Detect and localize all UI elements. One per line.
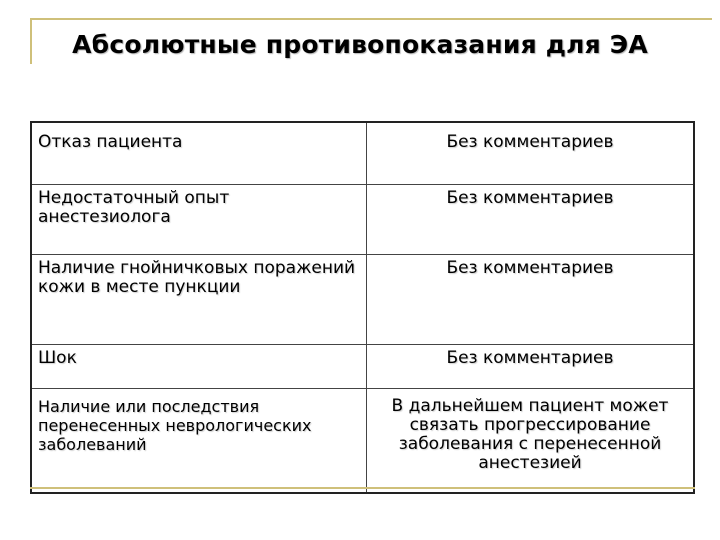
comment-cell: Без комментариев xyxy=(367,345,695,389)
comment-cell: В дальнейшем пациент может связать прогрессирование заболевания с перенесенной анестезией xyxy=(367,389,695,494)
condition-cell: Отказ пациента xyxy=(31,122,367,185)
comment-cell: Без комментариев xyxy=(367,122,695,185)
condition-cell: Наличие гнойничковых поражений кожи в месте пункции xyxy=(31,255,367,345)
slide-title: Абсолютные противопоказания для ЭА xyxy=(72,30,648,59)
condition-cell: Наличие или последствия перенесенных неврологических заболеваний xyxy=(31,389,367,494)
table-row xyxy=(31,255,694,345)
comment-cell: Без комментариев xyxy=(367,185,695,255)
accent-line-top xyxy=(30,18,712,20)
table-row xyxy=(31,185,694,255)
condition-cell: Шок xyxy=(31,345,367,389)
contraindications-table xyxy=(30,121,695,494)
table-row xyxy=(31,345,694,389)
accent-line-bottom xyxy=(30,487,695,489)
comment-cell: Без комментариев xyxy=(367,255,695,345)
table-row xyxy=(31,389,694,494)
condition-cell: Недостаточный опыт анестезиолога xyxy=(31,185,367,255)
table-row xyxy=(31,122,694,185)
